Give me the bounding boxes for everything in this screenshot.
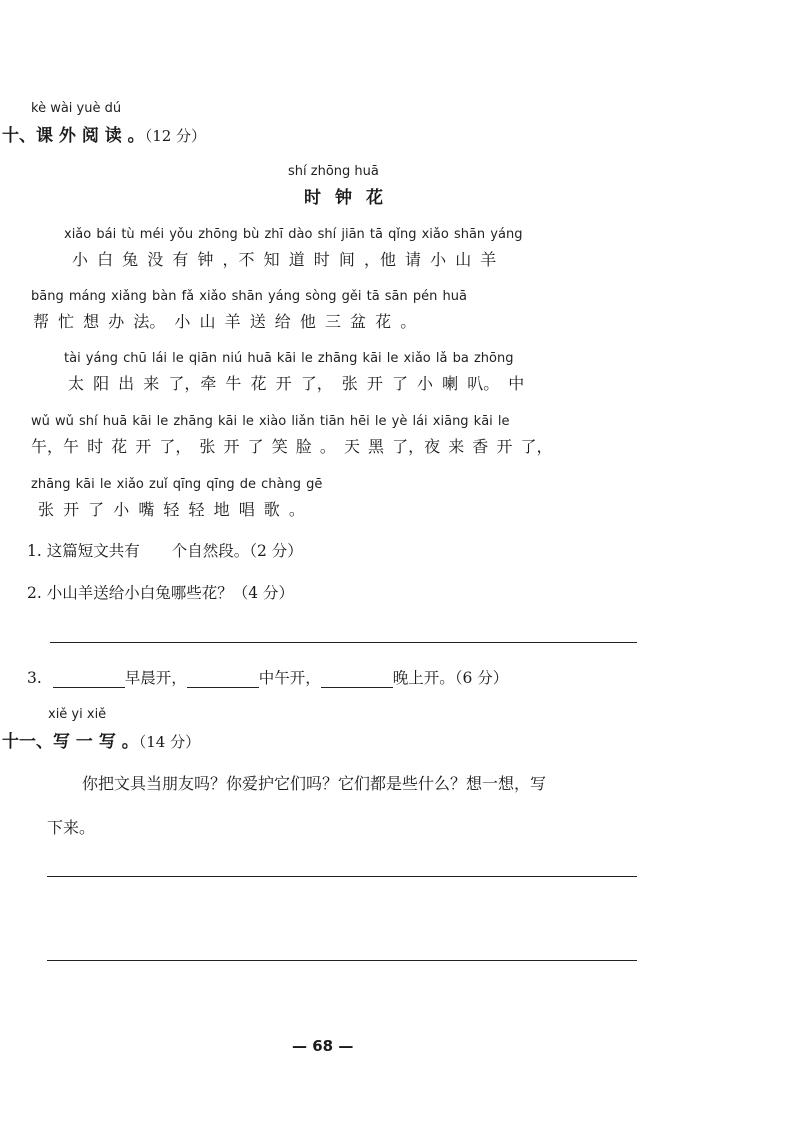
- story-line-2-pinyin: bāng máng xiǎng bàn fǎ xiǎo shān yáng sòng gěi tā sān pén huā: [31, 289, 467, 304]
- story-line-5-text: 张 开 了 小 嘴 轻 轻 地 唱 歌 。: [38, 500, 305, 519]
- section11-heading: [2, 727, 200, 752]
- writing-line-2[interactable]: [47, 960, 637, 961]
- section10-heading-text: 十、课 外 阅 读 。: [2, 126, 145, 146]
- writing-line-1[interactable]: [47, 876, 637, 877]
- question-1: [27, 539, 303, 561]
- page-number: — 68 —: [292, 1037, 354, 1055]
- question-2-answer-line[interactable]: [50, 642, 637, 643]
- section11-prompt-line-2: 下来。: [47, 818, 96, 837]
- question-3-blank-noon[interactable]: [187, 669, 259, 688]
- question-1-suffix: 个自然段。（2 分）: [171, 542, 303, 560]
- question-3-evening: 晚上开。（6 分）: [392, 669, 509, 687]
- section10-heading: [2, 121, 206, 146]
- section11-pinyin: xiě yi xiě: [48, 707, 107, 722]
- story-title-pinyin: shí zhōng huā: [288, 164, 379, 179]
- question-2: 2. 小山羊送给小白兔哪些花？（4 分）: [27, 584, 295, 602]
- section10-score: （12 分）: [144, 127, 207, 145]
- question-3-number: 3.: [27, 669, 42, 687]
- story-title: 时钟花: [304, 188, 397, 208]
- question-3-morning: 早晨开，: [124, 669, 187, 687]
- story-line-3-text: 太 阳 出 来 了，牵 牛 花 开 了， 张 开 了 小 喇 叭。 中: [68, 374, 525, 393]
- section10-pinyin: kè wài yuè dú: [31, 101, 122, 116]
- story-line-1-text: 小 白 兔 没 有 钟 ，不 知 道 时 间 ，他 请 小 山 羊: [72, 250, 497, 269]
- question-3: [27, 666, 508, 688]
- section11-score: （14 分）: [138, 733, 201, 751]
- story-line-5-pinyin: zhāng kāi le xiǎo zuǐ qīng qīng de chàng gē: [31, 477, 323, 492]
- story-line-4-text: 午，午 时 花 开 了， 张 开 了 笑 脸 。 天 黑 了，夜 来 香 开 了，: [31, 437, 553, 456]
- story-line-1-pinyin: xiǎo bái tù méi yǒu zhōng bù zhī dào shí jiān tā qǐng xiǎo shān yáng: [64, 227, 523, 242]
- question-3-noon: 中午开，: [258, 669, 321, 687]
- story-line-2-text: 帮 忙 想 办 法。 小 山 羊 送 给 他 三 盆 花 。: [33, 312, 417, 331]
- section11-prompt-line-1: 你把文具当朋友吗？你爱护它们吗？它们都是些什么？想一想，写: [82, 774, 547, 793]
- story-line-3-pinyin: tài yáng chū lái le qiān niú huā kāi le zhāng kāi le xiǎo lǎ ba zhōng: [64, 351, 514, 366]
- question-3-blank-morning[interactable]: [53, 669, 125, 688]
- question-3-blank-evening[interactable]: [321, 669, 393, 688]
- section11-heading-text: 十一、写 一 写 。: [2, 732, 139, 752]
- question-1-prefix: 1. 这篇短文共有: [27, 542, 140, 560]
- story-line-4-pinyin: wǔ wǔ shí huā kāi le zhāng kāi le xiào liǎn tiān hēi le yè lái xiāng kāi le: [31, 414, 510, 429]
